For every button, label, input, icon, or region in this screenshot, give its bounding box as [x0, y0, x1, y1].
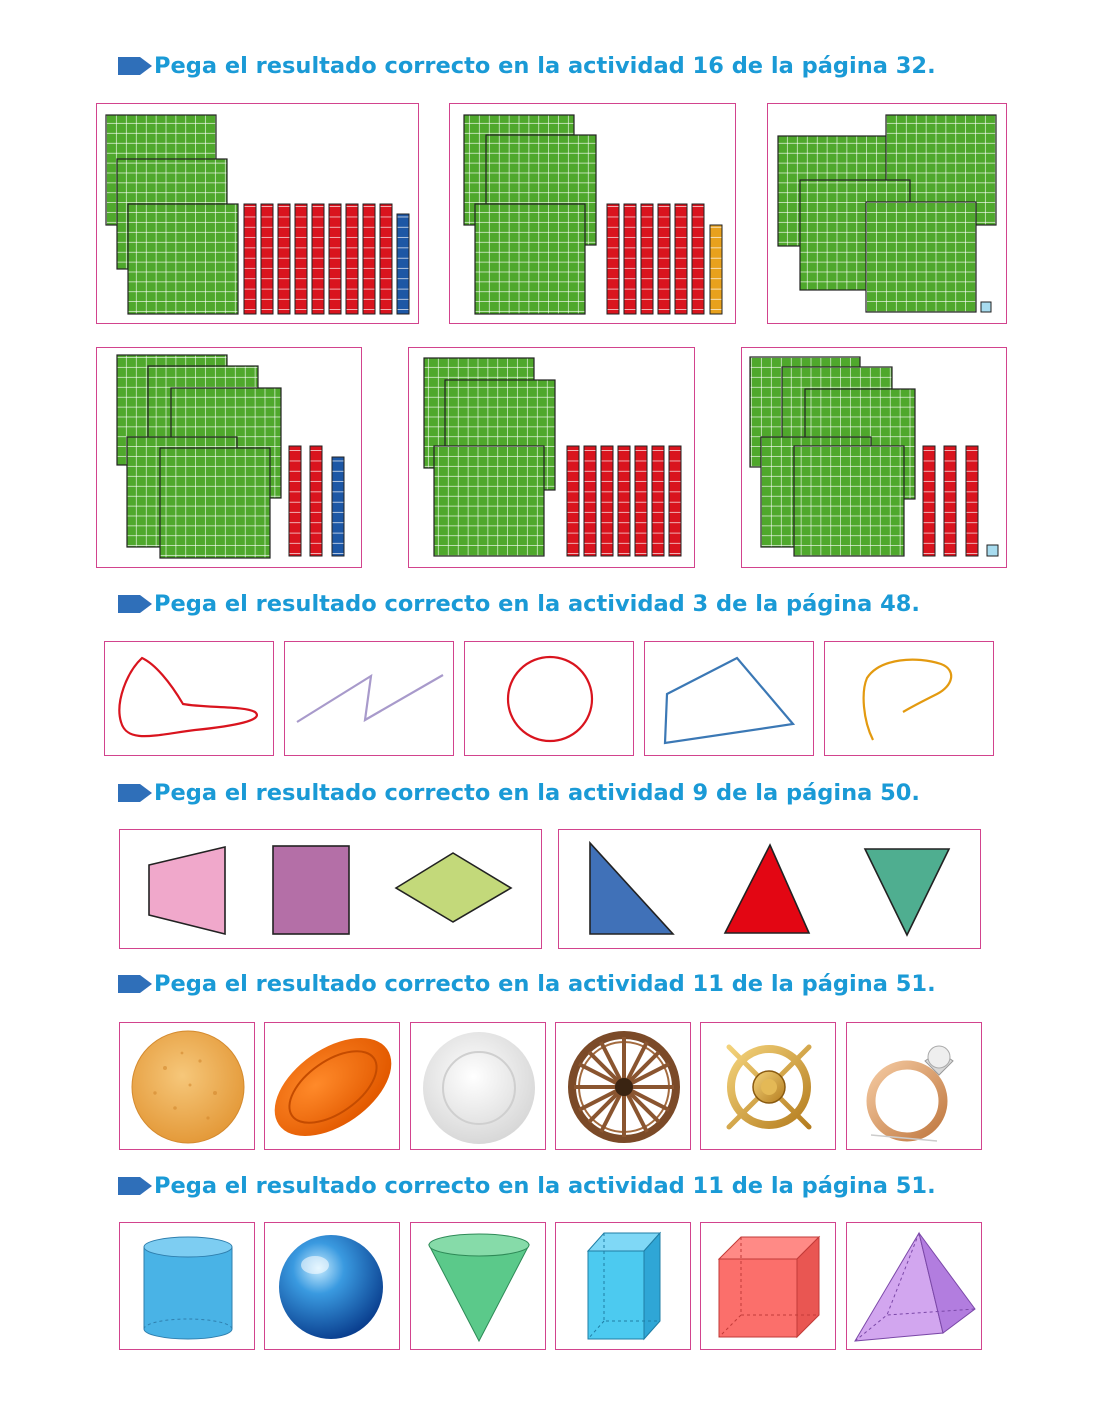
arrow-icon	[118, 593, 154, 615]
pink-trapezoid-icon	[149, 847, 225, 934]
object-card-5[interactable]	[700, 1022, 836, 1150]
arrow-icon	[118, 782, 154, 804]
frisbee-icon	[265, 1023, 401, 1151]
closed-polygonal-line-icon	[645, 642, 815, 757]
polygon-card-1[interactable]	[119, 829, 542, 949]
teal-inverted-triangle-icon	[865, 849, 949, 935]
base-ten-card-5[interactable]	[408, 347, 695, 568]
cylinder-icon	[120, 1223, 256, 1351]
base-ten-card-1[interactable]	[96, 103, 419, 324]
biscuit-icon	[120, 1023, 256, 1151]
instruction-heading-5	[118, 1168, 936, 1204]
heading-text: Pega el resultado correcto en la actividad 3 de la página 48.	[154, 591, 920, 617]
line-card-5[interactable]	[824, 641, 994, 756]
ship-wheel-icon	[701, 1023, 837, 1151]
wagon-wheel-icon	[556, 1023, 692, 1151]
object-card-1[interactable]	[119, 1022, 255, 1150]
line-card-2[interactable]	[284, 641, 454, 756]
instruction-heading-3	[118, 775, 920, 811]
closed-curved-line-icon	[105, 642, 275, 757]
base-ten-card-4[interactable]	[96, 347, 362, 568]
pyramid-icon	[847, 1223, 983, 1351]
instruction-heading-4	[118, 966, 936, 1002]
base-ten-blocks-icon	[742, 348, 1008, 569]
object-card-4[interactable]	[555, 1022, 691, 1150]
polygon-card-2[interactable]	[558, 829, 981, 949]
base-ten-blocks-icon	[409, 348, 696, 569]
cube-icon	[701, 1223, 837, 1351]
red-triangle-icon	[725, 845, 809, 933]
object-card-3[interactable]	[410, 1022, 546, 1150]
base-ten-blocks-icon	[450, 104, 737, 325]
base-ten-card-3[interactable]	[767, 103, 1007, 324]
base-ten-blocks-icon	[768, 104, 1008, 325]
line-card-4[interactable]	[644, 641, 814, 756]
instruction-heading-1	[118, 48, 936, 84]
object-card-6[interactable]	[846, 1022, 982, 1150]
instruction-heading-2	[118, 586, 920, 622]
base-ten-blocks-icon	[97, 348, 363, 569]
heading-text: Pega el resultado correcto en la actividad 16 de la página 32.	[154, 53, 936, 79]
solid-card-6[interactable]	[846, 1222, 982, 1350]
solid-card-4[interactable]	[555, 1222, 691, 1350]
ring-icon	[847, 1023, 983, 1151]
arrow-icon	[118, 55, 154, 77]
heading-text: Pega el resultado correcto en la actividad 11 de la página 51.	[154, 1173, 936, 1199]
prism-icon	[556, 1223, 692, 1351]
solid-card-1[interactable]	[119, 1222, 255, 1350]
circle-line-icon	[465, 642, 635, 757]
heading-text: Pega el resultado correcto en la actividad 11 de la página 51.	[154, 971, 936, 997]
sphere-icon	[265, 1223, 401, 1351]
cone-icon	[411, 1223, 547, 1351]
open-curved-line-icon	[825, 642, 995, 757]
blue-right-triangle-icon	[590, 843, 673, 934]
solid-card-5[interactable]	[700, 1222, 836, 1350]
line-card-1[interactable]	[104, 641, 274, 756]
arrow-icon	[118, 1175, 154, 1197]
base-ten-card-6[interactable]	[741, 347, 1007, 568]
solid-card-2[interactable]	[264, 1222, 400, 1350]
heading-text: Pega el resultado correcto en la actividad 9 de la página 50.	[154, 780, 920, 806]
triangles-group	[559, 830, 982, 950]
solid-card-3[interactable]	[410, 1222, 546, 1350]
base-ten-card-2[interactable]	[449, 103, 736, 324]
plate-icon	[411, 1023, 547, 1151]
object-card-2[interactable]	[264, 1022, 400, 1150]
open-polygonal-line-icon	[285, 642, 455, 757]
line-card-3[interactable]	[464, 641, 634, 756]
quadrilaterals-group	[120, 830, 543, 950]
base-ten-blocks-icon	[97, 104, 420, 325]
green-rhombus-icon	[396, 853, 511, 922]
purple-rectangle-icon	[273, 846, 349, 934]
arrow-icon	[118, 973, 154, 995]
